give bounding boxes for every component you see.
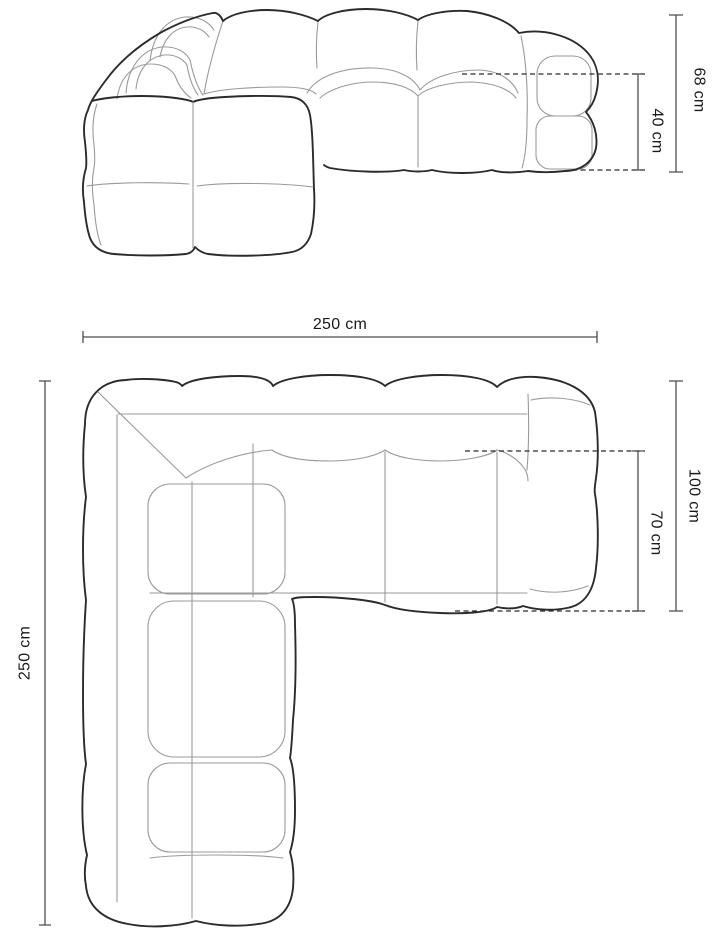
seat-top-arc: [418, 82, 516, 98]
module-right-hseam: [197, 183, 313, 187]
seat-top-arc: [320, 82, 418, 98]
dimension-total-width: [83, 316, 597, 343]
module-left-inner-edge: [93, 104, 102, 245]
dimension-armrest-height: [462, 74, 666, 170]
module-left-top: [92, 96, 191, 101]
armrest-inner-edge: [521, 36, 527, 168]
sofa-outline-top-armrest: [213, 9, 598, 172]
stack-arc: [136, 55, 187, 89]
sofa-front-bottom-edge: [324, 165, 528, 173]
stack-arc: [117, 64, 176, 99]
front-view: [83, 9, 708, 256]
front-modules: [87, 96, 314, 256]
seat-row: [204, 21, 518, 167]
dimension-label-250cm-width: 250 cm: [312, 316, 368, 333]
stack-valley: [176, 78, 191, 98]
dimension-label-100cm: 100 cm: [685, 468, 703, 524]
module-left-hseam: [87, 183, 189, 186]
sofa-plan-outline: [82, 375, 597, 926]
dimension-total-depth: [17, 381, 52, 925]
stack-valley: [190, 60, 203, 95]
armrest-right: [521, 36, 592, 169]
backrest-seam: [416, 21, 418, 70]
top-view: [17, 316, 703, 926]
armrest-cushion-face: [537, 56, 591, 116]
backrest-side-seam: [204, 21, 223, 94]
dimension-label-40cm: 40 cm: [648, 108, 666, 154]
corner-seat-top: [204, 87, 316, 94]
backrest-bottom-arc: [307, 68, 420, 93]
dimension-chaise-depth: [669, 381, 703, 611]
dimension-label-250cm-depth: 250 cm: [16, 625, 34, 681]
armrest-base-face: [536, 116, 592, 169]
dimension-label-68cm: 68 cm: [690, 67, 708, 113]
dimension-label-70cm: 70 cm: [647, 510, 665, 556]
backrest-seam: [316, 22, 318, 68]
stack-arc: [150, 17, 214, 61]
modules-bottom-right: [114, 96, 314, 256]
corner-cushion-stack: [117, 17, 223, 99]
dimension-total-height: [669, 15, 708, 172]
